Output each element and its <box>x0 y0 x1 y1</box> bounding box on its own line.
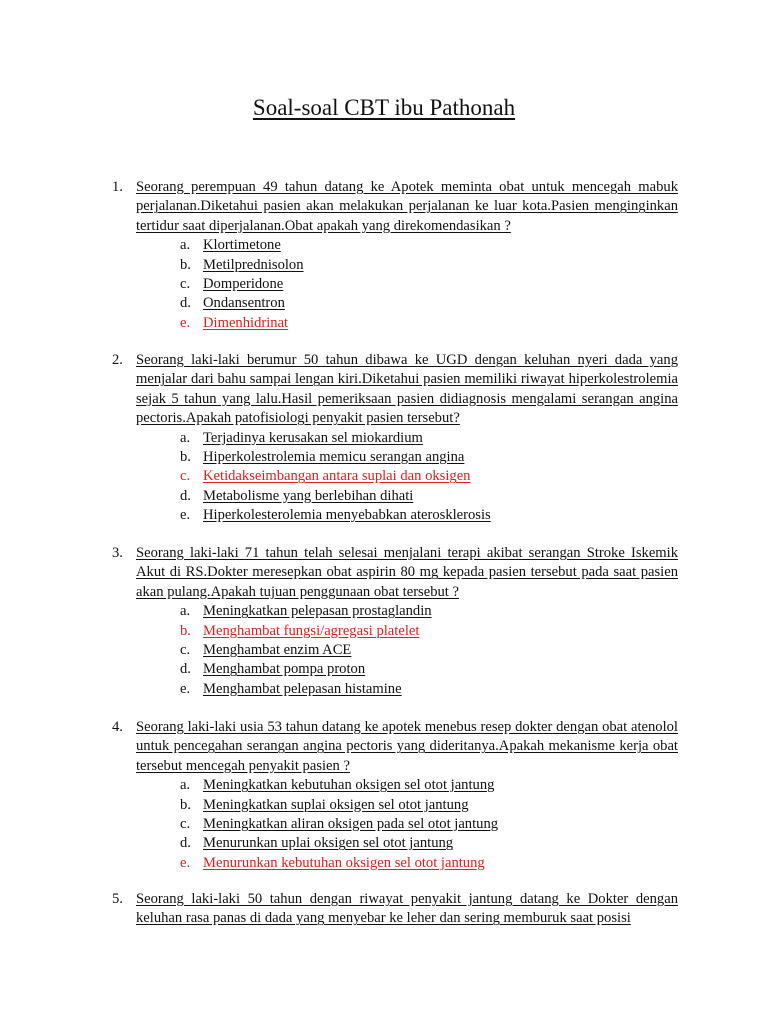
option-letter: d. <box>180 835 191 852</box>
option-letter: a. <box>180 603 191 620</box>
answer-option-c[interactable] <box>112 275 678 294</box>
option-text: Meningkatkan aliran oksigen pada sel otot jantung <box>203 816 499 832</box>
option-text: Klortimetone <box>203 237 281 254</box>
answer-option-e[interactable] <box>112 506 678 525</box>
option-text: Meningkatkan kebutuhan oksigen sel otot jantung <box>203 777 495 794</box>
option-letter: c. <box>180 276 191 292</box>
question-2 <box>112 351 678 526</box>
answer-option-d[interactable] <box>112 487 678 506</box>
option-text: Meningkatkan pelepasan prostaglandin <box>203 603 432 620</box>
answer-option-e-correct[interactable] <box>112 314 678 333</box>
option-letter: e. <box>180 854 191 871</box>
option-text: Menghambat pelepasan histamine <box>203 680 402 697</box>
question-text: Seorang perempuan 49 tahun datang ke Apotek meminta obat untuk mencegah mabuk perjalanan.Diketahui pasien akan melakukan perjalanan ke luar kota.Pasien menginginkan tertidur saat diperjalanan.Obat apakah yang direkomendasikan ? <box>136 179 678 234</box>
answer-option-a[interactable] <box>112 429 678 448</box>
answer-option-e-correct[interactable] <box>112 854 678 873</box>
answer-option-b[interactable] <box>112 448 678 467</box>
answer-option-a[interactable] <box>112 776 678 795</box>
option-letter: d. <box>180 487 191 504</box>
option-text: Hiperkolestrolemia memicu serangan angina <box>203 449 465 466</box>
option-text: Metabolisme yang berlebihan dihati <box>203 487 414 504</box>
question-5 <box>112 890 678 929</box>
question-number: 5. <box>112 891 123 907</box>
question-number: 2. <box>112 352 123 368</box>
option-letter: a. <box>180 237 191 254</box>
option-text: Dimenhidrinat <box>203 314 289 331</box>
answer-option-b-correct[interactable] <box>112 622 678 641</box>
option-text: Menghambat enzim ACE <box>203 642 352 658</box>
question-text: Seorang laki-laki 71 tahun telah selesai menjalani terapi akibat serangan Stroke Iskemik Akut di RS.Dokter meresepkan obat aspirin 80 mg kepada pasien tersebut pada saat pasien akan pulang.Apakah tujuan penggunaan obat tersebut ? <box>136 545 678 600</box>
option-text: Domperidone <box>203 276 284 292</box>
option-text: Meningkatkan suplai oksigen sel otot jantung <box>203 796 469 813</box>
option-text: Metilprednisolon <box>203 256 304 273</box>
option-letter: e. <box>180 680 191 697</box>
option-letter: b. <box>180 449 191 466</box>
question-3 <box>112 544 678 699</box>
question-4 <box>112 718 678 873</box>
answer-option-a[interactable] <box>112 602 678 621</box>
option-text: Ondansentron <box>203 295 285 312</box>
option-letter: e. <box>180 314 191 331</box>
answer-options <box>112 236 678 333</box>
question-1 <box>112 178 678 333</box>
answer-option-c-correct[interactable] <box>112 467 678 486</box>
option-letter: a. <box>180 429 191 446</box>
option-text: Menghambat pompa proton <box>203 661 366 678</box>
answer-option-c[interactable] <box>112 641 678 660</box>
question-text: Seorang laki-laki berumur 50 tahun dibawa ke UGD dengan keluhan nyeri dada yang menjalar dari bahu sampai lengan kiri.Diketahui pasien memiliki riwayat hiperkolestrolemia sejak 5 tahun yang lalu.Hasil pemeriksaan pasien didiagnosis mengalami serangan angina pectoris.Apakah patofisiologi penyakit pasien tersebut? <box>136 352 678 427</box>
option-text: Hiperkolesterolemia menyebabkan aterosklerosis <box>203 507 491 524</box>
option-text: Menurunkan uplai oksigen sel otot jantung <box>203 835 454 852</box>
option-letter: c. <box>180 642 191 658</box>
option-text: Menurunkan kebutuhan oksigen sel otot jantung <box>203 854 485 871</box>
option-text: Menghambat fungsi/agregasi platelet <box>203 622 420 639</box>
option-letter: b. <box>180 796 191 813</box>
answer-option-d[interactable] <box>112 294 678 313</box>
answer-option-b[interactable] <box>112 796 678 815</box>
option-letter: b. <box>180 622 191 639</box>
question-number: 1. <box>112 179 123 195</box>
answer-options <box>112 602 678 699</box>
answer-options <box>112 776 678 873</box>
answer-option-a[interactable] <box>112 236 678 255</box>
answer-option-d[interactable] <box>112 834 678 853</box>
question-number: 4. <box>112 719 123 735</box>
answer-option-c[interactable] <box>112 815 678 834</box>
answer-option-b[interactable] <box>112 256 678 275</box>
option-letter: a. <box>180 777 191 794</box>
answer-option-e[interactable] <box>112 680 678 699</box>
answer-option-d[interactable] <box>112 660 678 679</box>
option-text: Terjadinya kerusakan sel miokardium <box>203 429 423 446</box>
option-letter: d. <box>180 661 191 678</box>
option-letter: c. <box>180 816 191 832</box>
option-text: Ketidakseimbangan antara suplai dan oksigen <box>203 468 471 485</box>
question-text: Seorang laki-laki usia 53 tahun datang ke apotek menebus resep dokter dengan obat atenolol untuk pencegahan serangan angina pectoris yang dideritanya.Apakah mekanisme kerja obat tersebut mencegah penyakit pasien ? <box>136 719 678 774</box>
option-letter: b. <box>180 256 191 273</box>
option-letter: e. <box>180 507 191 524</box>
option-letter: c. <box>180 468 191 485</box>
question-number: 3. <box>112 545 123 561</box>
question-text: Seorang laki-laki 50 tahun dengan riwayat penyakit jantung datang ke Dokter dengan keluhan rasa panas di dada yang menyebar ke leher dan sering memburuk saat posisi <box>136 891 678 927</box>
document-title: Soal-soal CBT ibu Pathonah <box>252 95 516 120</box>
answer-options <box>112 429 678 526</box>
option-letter: d. <box>180 295 191 312</box>
